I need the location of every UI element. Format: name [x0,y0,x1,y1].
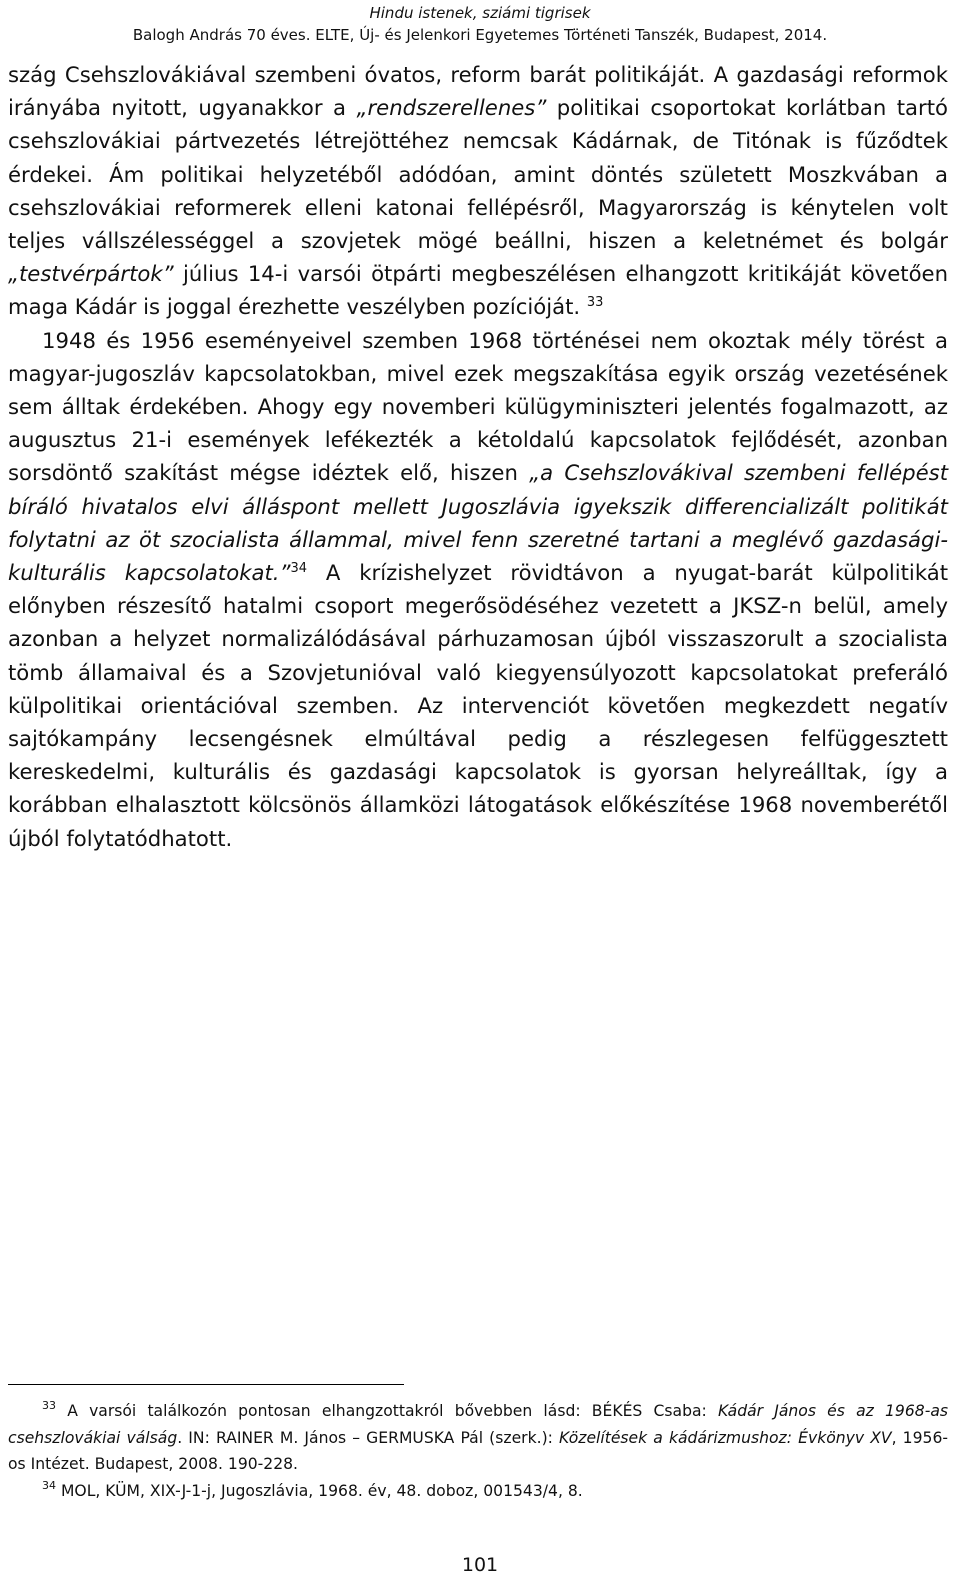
book-title: Közelítések a kádárizmushoz: Évkönyv XV [559,1428,892,1447]
header-title: Hindu istenek, sziámi tigrisek [369,4,591,22]
footnote-ref-34[interactable]: 34 [290,561,308,577]
paragraph-1 [8,58,948,324]
text-run: MOL, KÜM, XIX-J-1-j, Jugoszlávia, 1968. év, 48. doboz, 001543/4, 8. [60,1481,583,1500]
paragraph-2 [8,324,948,855]
page-number: 101 [461,1554,499,1576]
text-run: 1948 és 1956 eseményeivel szemben 1968 történései nem okoztak mély törést a magyar-jugoszláv kapcsolatokban, mivel ezek megszakítása egyik ország vezetésének sem álltak érdekében. Ahogy egy novemberi külügyminiszteri jelentés fogalmazott, az augusztus 21-i események lefékezték a kétoldalú kapcsolatok fejlődését, azonban sorsdöntő szakítást mégse idéztek elő, hiszen [8,327,948,486]
text-run: politikai csoportokat korlátban tartó csehszlovákiai pártvezetés létrejöttéhez nemcsak Kádárnak, de Titónak is fűződtek érdekei. Ám politikai helyzetéből adódóan, amint döntés született Moszkvában a csehszlovákiai reformerek elleni katonai fellépésről, Magyarország is kénytelen volt teljes vállszélességgel a szovjetek mögé beállni, hiszen a keletnémet és bolgár [8,95,948,254]
running-header [0,2,960,46]
footnote-number: 34 [42,1478,56,1492]
footnote-ref-33[interactable]: 33 [586,295,604,311]
footnote-number: 33 [42,1399,56,1412]
text-run: . IN: RAINER M. János – GERMUSKA Pál (szerk.): [177,1428,560,1447]
quoted-term: „testvérpártok” [8,261,174,287]
footnote-33 [8,1398,948,1478]
main-text [8,58,948,855]
text-run: A varsói találkozón pontosan elhangzottakról bővebben lásd: BÉKÉS Csaba: [67,1402,718,1420]
quoted-term: „rendszerellenes” [356,95,547,121]
text-run: , 1956-os Intézet. Budapest, 2008. 190-228. [8,1428,948,1473]
book-title: Kádár János és az 1968-as csehszlovákiai válság [8,1402,948,1447]
text-run: július 14-i varsói ötpárti megbeszélésen elhangzott kritikáját követően maga Kádár is joggal érezhette veszélyben pozícióját. [8,261,948,320]
quotation: „a Csehszlovákival szembeni fellépést bíráló hivatalos elvi álláspont mellett Jugoszlávia igyekszik differencializált politikát folytatni az öt szocialista állammal, mivel fenn szeretné tartani a meglévő gazdasági-kulturális kapcsolatokat.” [8,460,948,586]
footnote-34 [8,1478,948,1505]
footnotes [8,1398,948,1504]
text-run: szág Csehszlovákiával szembeni óvatos, reform barát politikáját. A gazdasági reformok irányába nyitott, ugyanakkor a [8,62,948,121]
header-subtitle: Balogh András 70 éves. ELTE, Új- és Jelenkori Egyetemes Történeti Tanszék, Budapest, 2014. [132,26,828,44]
footnote-separator [8,1384,404,1385]
text-run: A krízishelyzet rövidtávon a nyugat-barát külpolitikát előnyben részesítő hatalmi csoport megerősödéséhez vezetett a JKSZ-n belül, amely azonban a helyzet normalizálódásával párhuzamosan újból visszaszorult a szocialista tömb államaival és a Szovjetunióval való kiegyensúlyozott kapcsolatokat preferáló külpolitikai orientációval szemben. Az intervenciót követően megkezdett negatív sajtókampány lecsengésnek elmúltával pedig a részlegesen felfüggesztett kereskedelmi, kulturális és gazdasági kapcsolatok is gyorsan helyreálltak, így a korábban elhalasztott kölcsönös államközi látogatások előkészítése 1968 novemberétől újból folytatódhatott. [8,560,949,851]
